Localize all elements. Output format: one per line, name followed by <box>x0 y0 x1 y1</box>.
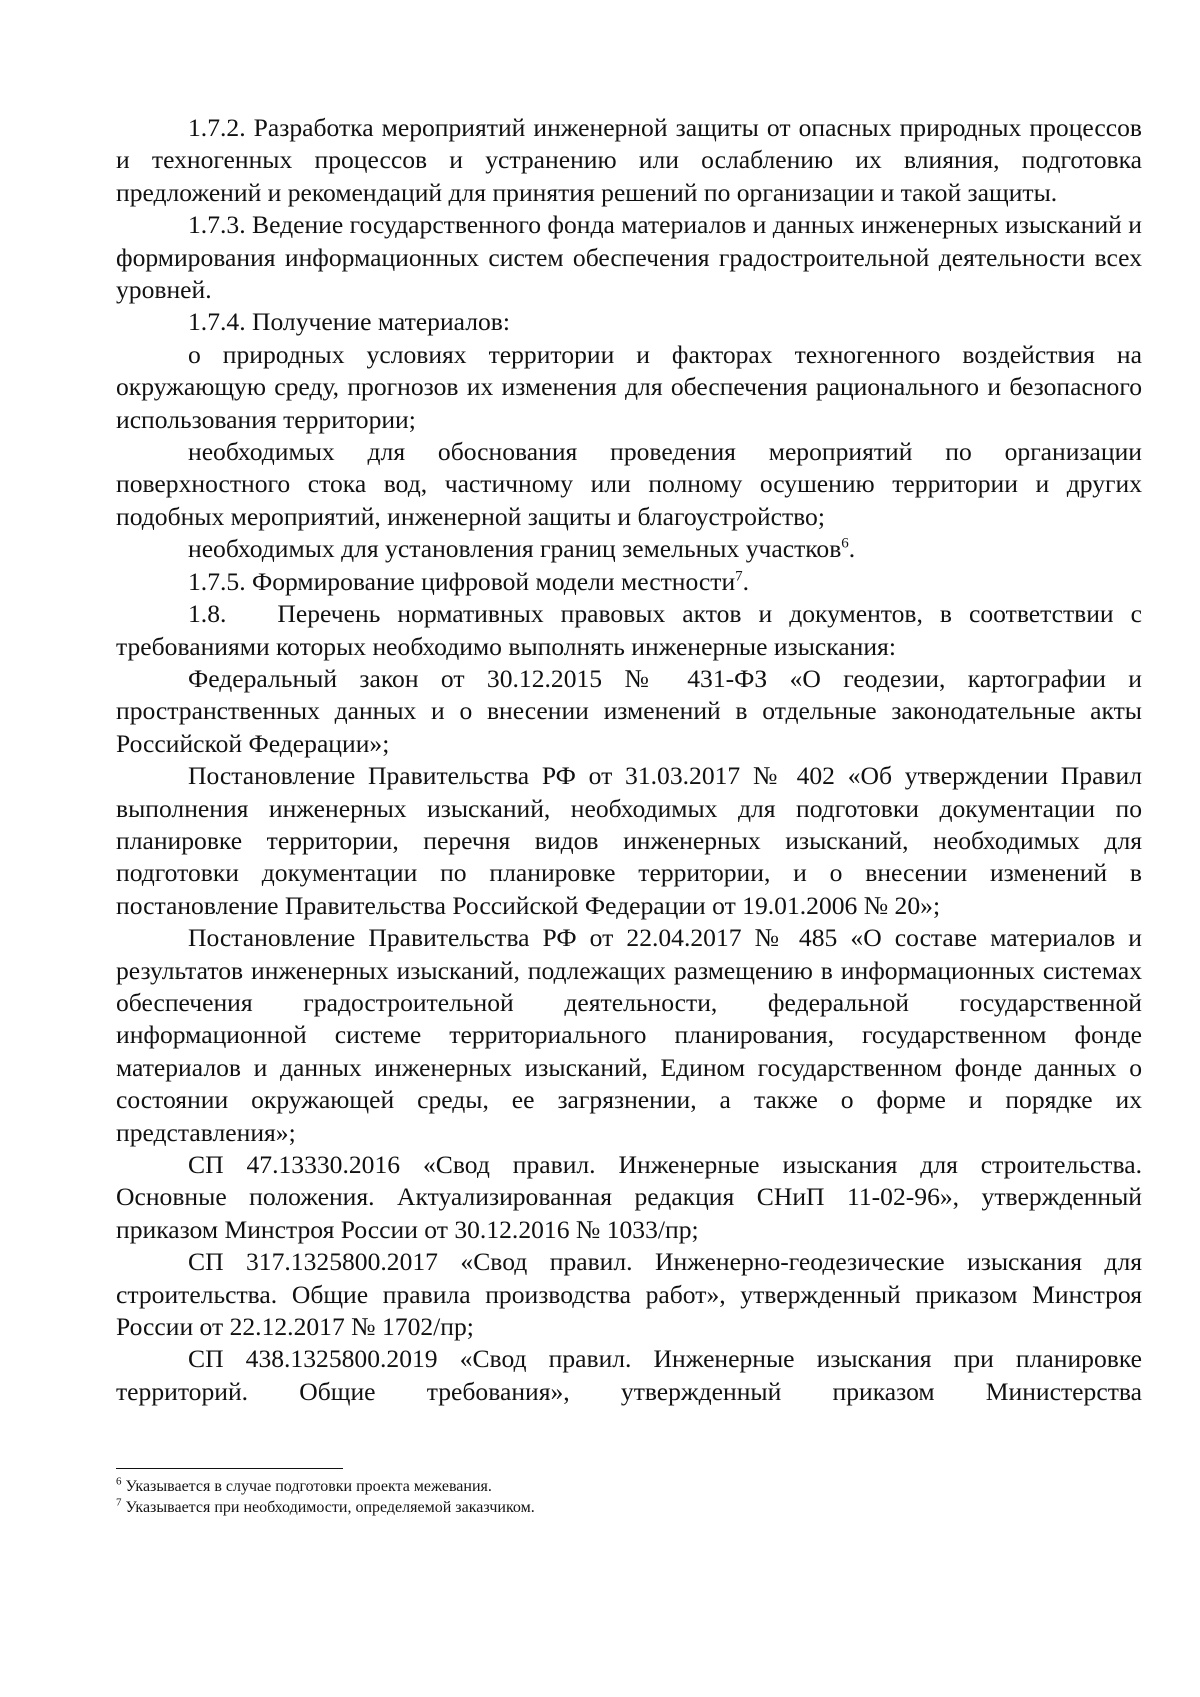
footnotes <box>116 1476 1142 1518</box>
paragraph-text: Федеральный закон от 30.12.2015 № 431-ФЗ «О геодезии, картографии и пространственных данных и о внесении изменений в отдельные законодательные акты Российской Федерации»; <box>116 663 1142 758</box>
paragraph-text: Постановление Правительства РФ от 31.03.2017 № 402 «Об утверждении Правил выполнения инженерных изысканий, необходимых для подготовки документации по планировке территории, перечня видов инженерных изысканий, необходимых для подготовки документации по планировке территории, и о внесении изменений в постановление Правительства Российской Федерации от 19.01.2006 № 20»; <box>116 761 1142 920</box>
paragraph-sp-438 <box>116 1343 1142 1408</box>
paragraph-surface-runoff <box>116 436 1142 533</box>
paragraph-1-7-5 <box>116 566 1142 598</box>
paragraph-text: о природных условиях территории и факторах техногенного воздействия на окружающую среду, прогнозов их изменения для обеспечения рационального и безопасного использования территории; <box>116 339 1142 434</box>
paragraph-text: 1.7.5. Формирование цифровой модели местности <box>188 566 736 596</box>
footnote-text: Указывается при необходимости, определяемой заказчиком. <box>125 1499 535 1516</box>
paragraph-text: 1.7.3. Ведение государственного фонда материалов и данных инженерных изысканий и формирования информационных систем обеспечения градостроительной деятельности всех уровней. <box>116 210 1142 305</box>
paragraph-text: 1.8. Перечень нормативных правовых актов и документов, в соответствии с требованиями которых необходимо выполнять инженерные изыскания: <box>116 599 1149 661</box>
footnote-text: Указывается в случае подготовки проекта межевания. <box>125 1478 492 1495</box>
footnote-7 <box>116 1497 1142 1518</box>
paragraph-text: СП 47.13330.2016 «Свод правил. Инженерные изыскания для строительства. Основные положения. Актуализированная редакция СНиП 11-02-96», утвержденный приказом Минстроя России от 30.12.2016 № 1033/пр; <box>116 1150 1142 1244</box>
paragraph-tail: . <box>742 566 750 596</box>
paragraph-federal-law <box>116 663 1142 760</box>
paragraph-text: необходимых для установления границ земельных участков <box>188 534 842 564</box>
footnote-6 <box>116 1476 1142 1497</box>
paragraph-sp-317 <box>116 1246 1142 1343</box>
paragraph-sp-47 <box>116 1149 1142 1246</box>
paragraph-text: 1.7.2. Разработка мероприятий инженерной защиты от опасных природных процессов и техногенных процессов и устранению или ослаблению их влияния, подготовка предложений и рекомендаций для принятия решений по организации и такой защиты. <box>116 113 1142 207</box>
footnote-mark: 6 <box>116 1475 122 1488</box>
paragraph-text: СП 438.1325800.2019 «Свод правил. Инженерные изыскания при планировке территорий. Общие требования», утвержденный приказом Министерства <box>116 1344 1142 1406</box>
paragraph-tail: . <box>848 534 856 564</box>
paragraph-resolution-402 <box>116 760 1142 922</box>
paragraph-text: необходимых для обоснования проведения мероприятий по организации поверхностного стока вод, частичному или полному осушению территории и других подобных мероприятий, инженерной защиты и благоустройство; <box>116 437 1142 531</box>
paragraph-1-7-2 <box>116 112 1142 209</box>
paragraph-1-7-4 <box>116 306 1142 338</box>
paragraph-text: 1.7.4. Получение материалов: <box>188 307 510 337</box>
paragraph-1-7-3 <box>116 209 1142 306</box>
paragraph-text: Постановление Правительства РФ от 22.04.2017 № 485 «О составе материалов и результатов инженерных изысканий, подлежащих размещению в информационных системах обеспечения градостроительной деятельности, федеральной государственной информационной системе территориального планирования, государственном фонде материалов и данных инженерных изысканий, Едином государственном фонде данных о состоянии окружающей среды, ее загрязнении, а также о форме и порядке их представления»; <box>116 923 1142 1147</box>
paragraph-natural-conditions <box>116 339 1142 436</box>
footnote-separator <box>116 1468 343 1469</box>
footnote-mark: 7 <box>116 1496 122 1509</box>
paragraph-land-boundaries <box>116 533 1142 565</box>
paragraph-text: СП 317.1325800.2017 «Свод правил. Инженерно-геодезические изыскания для строительства. Общие правила производства работ», утвержденный приказом Минстроя России от 22.12.2017 № 1702/пр; <box>116 1247 1142 1342</box>
paragraph-resolution-485 <box>116 922 1142 1149</box>
paragraph-1-8 <box>116 598 1149 663</box>
footnote-ref-7[interactable]: 7 <box>735 568 743 585</box>
footnote-ref-6[interactable]: 6 <box>841 535 849 552</box>
document-body <box>116 112 1149 1408</box>
